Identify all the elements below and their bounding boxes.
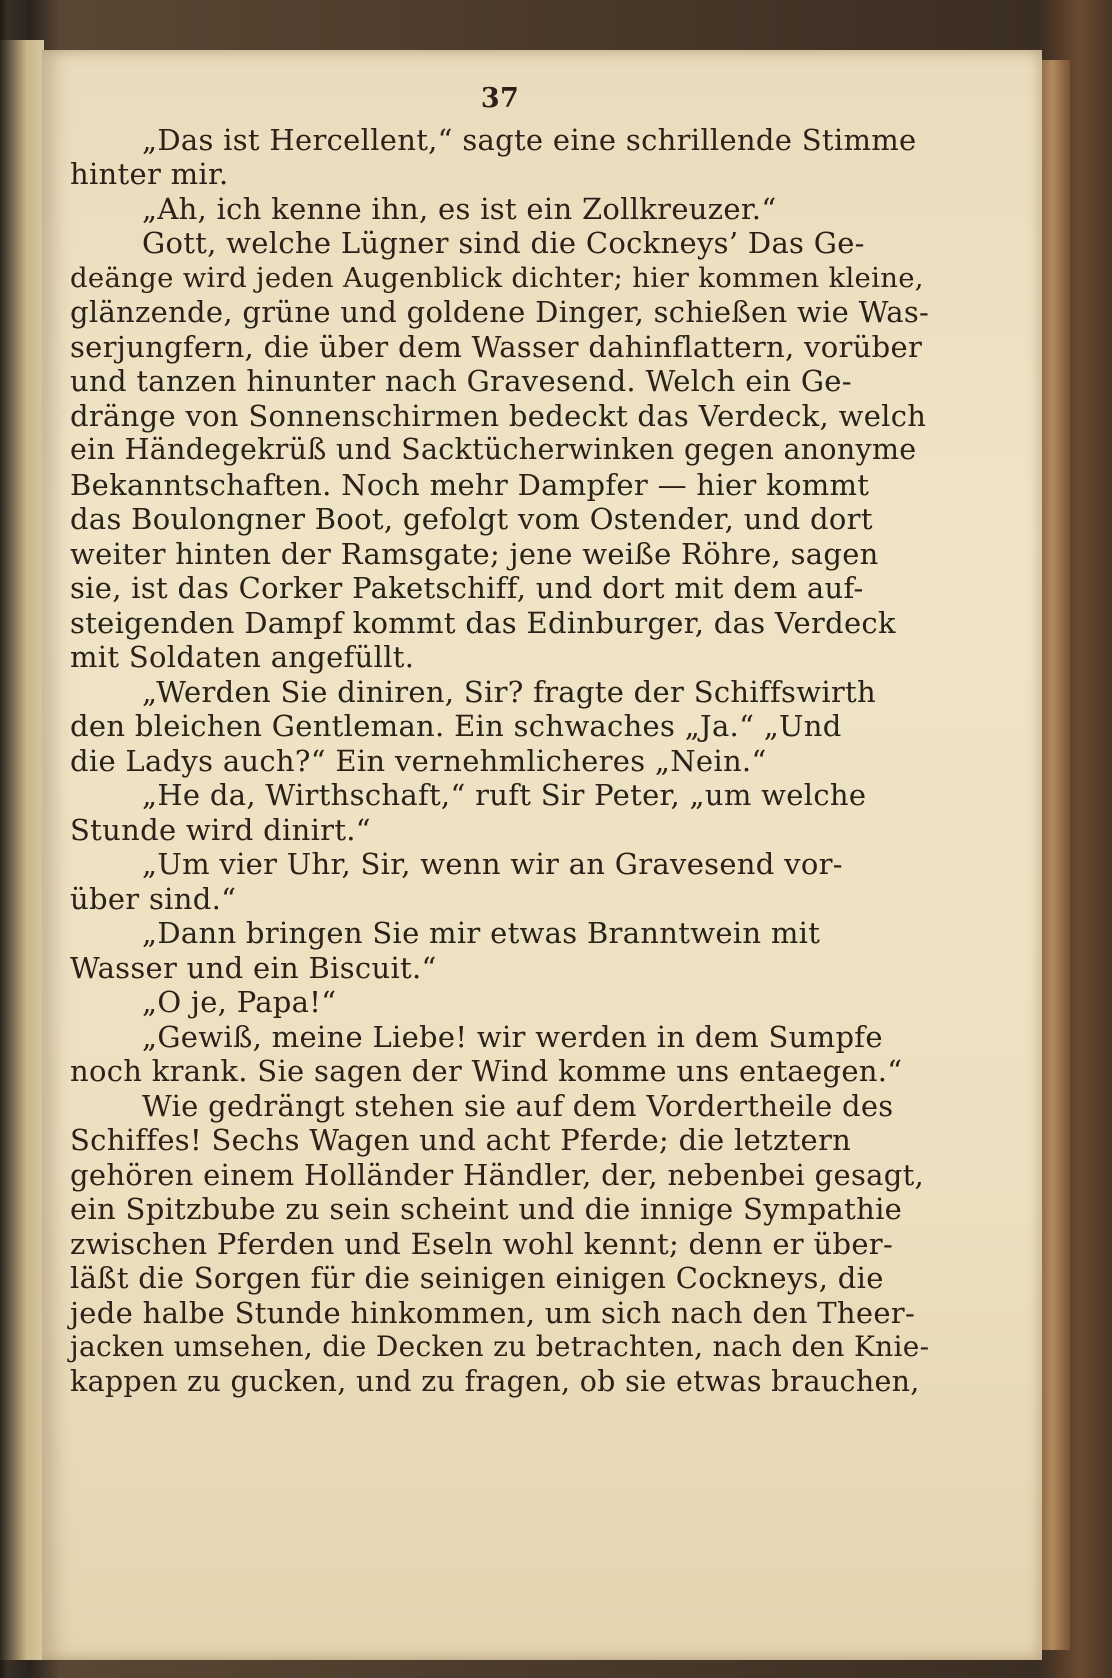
text-line: über sind.“ [70, 881, 237, 916]
text-line: „Werden Sie diniren, Sir? fragte der Schiffswirth [142, 674, 876, 709]
text-line: die Ladys auch?“ Ein vernehmlicheres „Nein.“ [70, 743, 767, 778]
text-line: Stunde wird dinirt.“ [70, 812, 371, 847]
text-line: sie, ist das Corker Paketschiff, und dort mit dem auf- [70, 571, 864, 605]
text-line: noch krank. Sie sagen der Wind komme uns entaegen.“ [70, 1054, 903, 1088]
text-line: Gott, welche Lügner sind die Cockneys’ Das Ge- [142, 226, 865, 260]
text-line: „He da, Wirthschaft,“ ruft Sir Peter, „um welche [142, 778, 867, 812]
text-line: ein Spitzbube zu sein scheint und die innige Sympathie [70, 1192, 903, 1226]
text-line: Bekanntschaften. Noch mehr Dampfer — hier kommt [70, 467, 870, 502]
text-line: gehören einem Holländer Händler, der, nebenbei gesagt, [70, 1157, 925, 1192]
text-line: serjungfern, die über dem Wasser dahinflattern, vorüber [70, 329, 923, 364]
left-page-edge [0, 40, 44, 1660]
text-line: kappen zu gucken, und zu fragen, ob sie etwas brauchen, [70, 1364, 920, 1398]
text-line: ein Händegekrüß und Sacktücherwinken gegen anonyme [70, 433, 917, 466]
text-line: Wie gedrängt stehen sie auf dem Vordertheile des [142, 1088, 894, 1123]
text-line: „Um vier Uhr, Sir, wenn wir an Gravesend vor- [142, 847, 843, 881]
text-line: das Boulongner Boot, gefolgt vom Ostender, und dort [70, 502, 873, 536]
page-text [70, 82, 930, 1399]
text-line: und tanzen hinunter nach Gravesend. Welch ein Ge- [70, 364, 852, 398]
text-line: den bleichen Gentleman. Ein schwaches „Ja.“ „Und [70, 709, 842, 743]
text-line: zwischen Pferden und Eseln wohl kennt; denn er über- [70, 1226, 894, 1261]
text-line: weiter hinten der Ramsgate; jene weiße Röhre, sagen [70, 536, 879, 571]
text-line: glänzende, grüne und goldene Dinger, schießen wie Was- [70, 295, 930, 329]
text-line: jede halbe Stunde hinkommen, um sich nach den Theer- [70, 1295, 916, 1330]
text-line: „Das ist Hercellent,“ sagte eine schrillende Stimme [142, 122, 917, 157]
text-lines [70, 123, 930, 1400]
right-page-edge [1040, 60, 1070, 1650]
text-line: jacken umsehen, die Decken zu betrachten, nach den Knie- [70, 1330, 930, 1363]
text-line: „Ah, ich kenne ihn, es ist ein Zollkreuzer.“ [142, 191, 777, 226]
text-line: „Gewiß, meine Liebe! wir werden in dem Sumpfe [142, 1019, 883, 1054]
text-line: Schiffes! Sechs Wagen und acht Pferde; die letztern [70, 1123, 852, 1157]
text-line: mit Soldaten angefüllt. [70, 640, 415, 674]
text-line: Wasser und ein Biscuit.“ [70, 950, 437, 985]
page-number: 37 [480, 83, 520, 114]
text-line: hinter mir. [70, 157, 229, 191]
text-line: läßt die Sorgen für die seinigen einigen Cockneys, die [70, 1261, 884, 1295]
text-line: steigenden Dampf kommt das Edinburger, das Verdeck [70, 605, 896, 640]
text-line: „Dann bringen Sie mir etwas Branntwein mit [142, 916, 821, 950]
text-line: „O je, Papa!“ [142, 985, 337, 1019]
text-line: deänge wird jeden Augenblick dichter; hier kommen kleine, [70, 261, 924, 294]
text-line: dränge von Sonnenschirmen bedeckt das Verdeck, welch [70, 398, 927, 433]
